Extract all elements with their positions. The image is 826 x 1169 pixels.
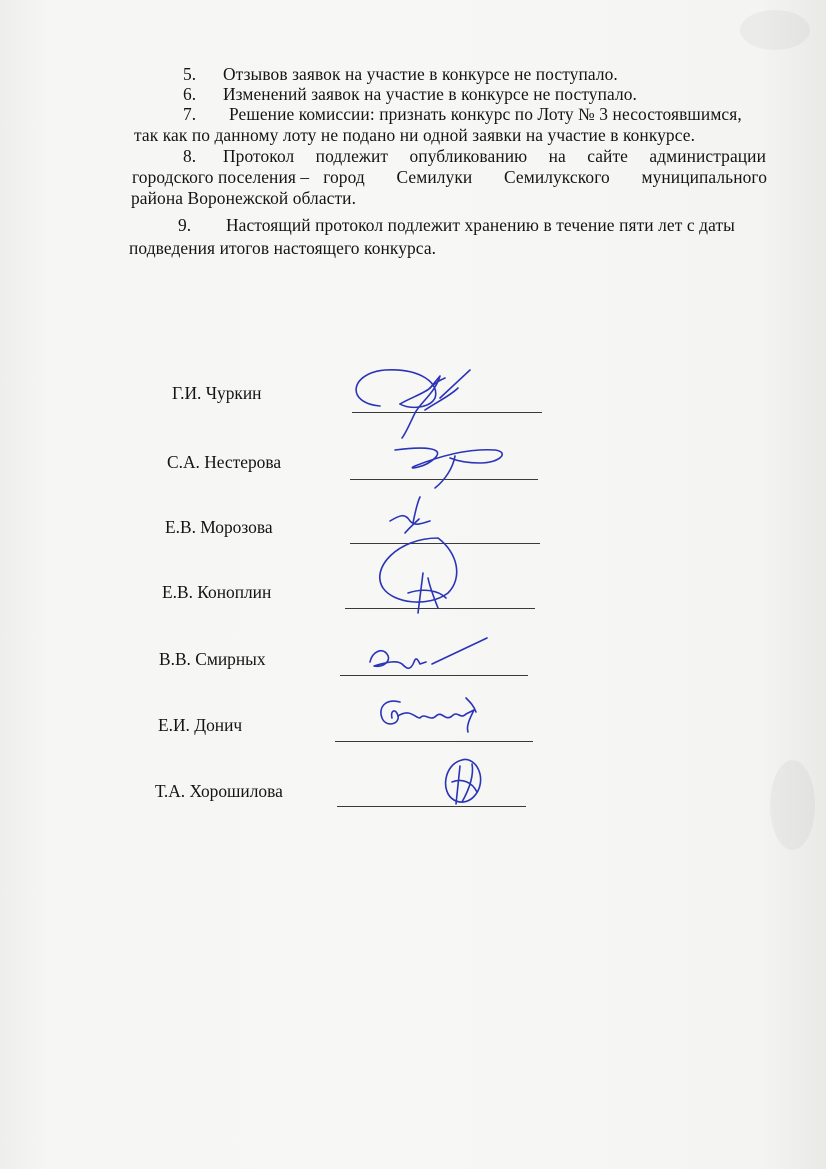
signature (370, 688, 490, 743)
item-number: 7. (183, 104, 197, 124)
item-number: 8. (183, 146, 197, 166)
item-8-continuation-right: город Семилуки Семилукского муниципального (323, 167, 767, 187)
item-9 (178, 215, 735, 235)
item-number: 9. (178, 215, 192, 235)
item-7 (183, 104, 742, 124)
item-text: Протокол подлежит опубликованию на сайте администрации (223, 146, 766, 166)
signature (432, 752, 497, 810)
item-8 (183, 146, 766, 166)
item-text: Изменений заявок на участие в конкурсе не поступало. (223, 84, 638, 104)
item-number: 6. (183, 84, 197, 104)
item-7-continuation: так как по данному лоту не подано ни одной заявки на участие в конкурсе. (134, 125, 696, 145)
item-5 (183, 64, 618, 84)
item-number: 5. (183, 64, 197, 84)
scan-smudge (740, 10, 810, 50)
item-9-continuation: подведения итогов настоящего конкурса. (129, 238, 437, 258)
item-text: Настоящий протокол подлежит хранению в течение пяти лет с даты (226, 215, 735, 235)
item-6 (183, 84, 637, 104)
item-text: Решение комиссии: признать конкурс по Лоту № 3 несостоявшимся, (229, 104, 742, 124)
signature (368, 528, 468, 623)
signatory-name: Е.В. Коноплин (162, 582, 272, 602)
signatory-name: Е.И. Донич (158, 715, 243, 735)
signatory-name: С.А. Нестерова (167, 452, 282, 472)
item-text: Отзывов заявок на участие в конкурсе не поступало. (223, 64, 618, 84)
scan-smudge (770, 760, 815, 850)
signature (340, 358, 490, 448)
signatory-name: В.В. Смирных (159, 649, 266, 669)
item-8-continuation-1 (132, 167, 767, 187)
signatory-name: Т.А. Хорошилова (155, 781, 283, 801)
signatory-name: Е.В. Морозова (165, 517, 273, 537)
item-8-continuation-left: городского поселения – (132, 167, 310, 187)
item-8-continuation-2: района Воронежской области. (131, 188, 357, 208)
signatory-name: Г.И. Чуркин (172, 383, 262, 403)
signature (385, 438, 515, 498)
signature (362, 632, 492, 682)
